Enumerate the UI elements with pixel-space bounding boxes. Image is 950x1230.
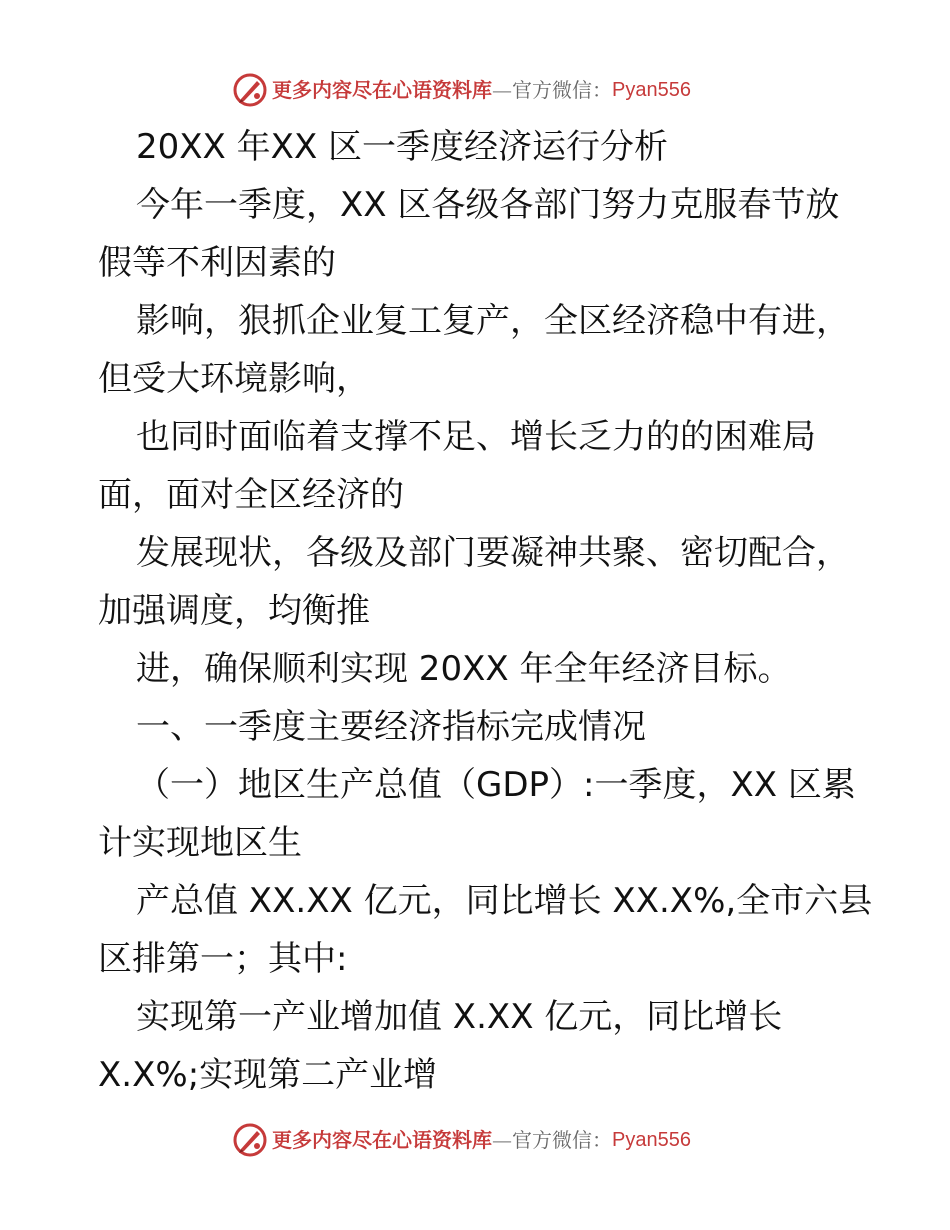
paragraph-line: （一）地区生产总值（GDP）:一季度，XX 区累 [136,765,856,805]
banner-separator: — [492,78,512,102]
banner-main-text: 更多内容尽在心语资料库 [272,78,492,102]
footer-banner [232,1120,691,1160]
banner-separator: — [492,1128,512,1152]
banner-wechat-label: 官方微信： [512,78,612,102]
paragraph-line: 影响，狠抓企业复工复产，全区经济稳中有进， [136,301,850,341]
quill-pen-logo-icon [232,1122,268,1158]
paragraph-line: 也同时面临着支撑不足、增长乏力的的困难局 [136,417,816,457]
paragraph-line: 一、一季度主要经济指标完成情况 [136,707,646,747]
paragraph-line: 进，确保顺利实现 20XX 年全年经济目标。 [136,649,792,689]
paragraph-line: 加强调度，均衡推 [98,591,370,631]
header-banner [232,70,691,110]
paragraph-line: 区排第一；其中: [98,939,348,979]
paragraph-lines [98,176,873,1104]
paragraph-line: 面，面对全区经济的 [98,475,404,515]
paragraph-line: 今年一季度，XX 区各级各部门努力克服春节放 [136,185,840,225]
paragraph-line: 发展现状，各级及部门要凝神共聚、密切配合， [136,533,850,573]
banner-wechat-id: Pyan556 [612,1129,691,1151]
banner-wechat-id: Pyan556 [612,79,691,101]
document-body [98,118,873,1104]
paragraph-line: X.X%;实现第二产业增 [98,1055,438,1095]
document-title: 20XX 年XX 区一季度经济运行分析 [136,127,669,167]
quill-pen-logo-icon [232,72,268,108]
banner-main-text: 更多内容尽在心语资料库 [272,1128,492,1152]
paragraph-line: 产总值 XX.XX 亿元，同比增长 XX.X%,全市六县 [136,881,873,921]
paragraph-line: 实现第一产业增加值 X.XX 亿元，同比增长 [136,997,783,1037]
paragraph-line: 计实现地区生 [98,823,302,863]
banner-wechat-label: 官方微信： [512,1128,612,1152]
paragraph-line: 假等不利因素的 [98,243,336,283]
paragraph-line: 但受大环境影响， [98,359,370,399]
